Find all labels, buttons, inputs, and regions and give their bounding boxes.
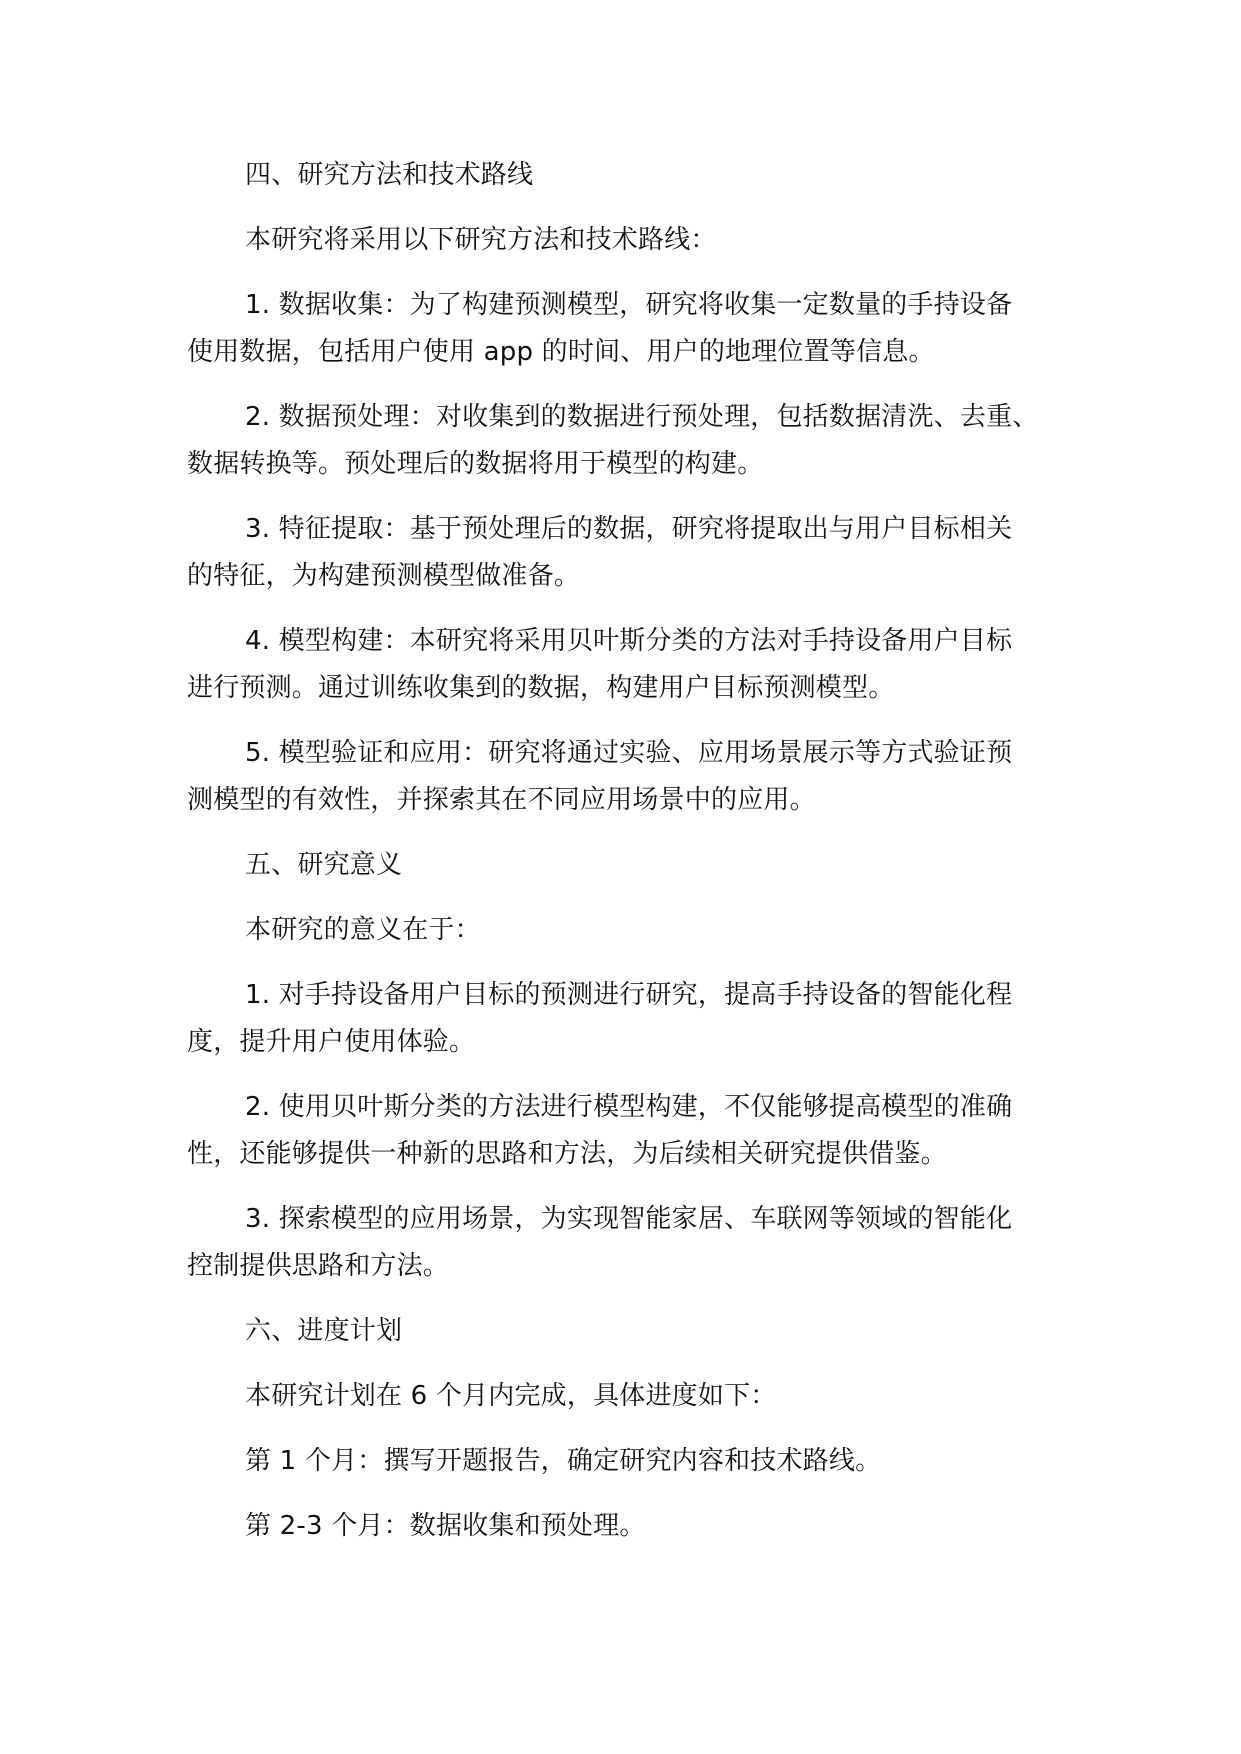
method-item-1-line2: 使用数据，包括用户使用 app 的时间、用户的地理位置等信息。 [187,337,935,367]
significance-item-3-line2: 控制提供思路和方法。 [187,1251,450,1281]
method-item-4-line1: 4. 模型构建：本研究将采用贝叶斯分类的方法对手持设备用户目标 [245,626,1013,656]
section-heading-schedule: 六、进度计划 [245,1316,403,1346]
method-item-5-line1: 5. 模型验证和应用：研究将通过实验、应用场景展示等方式验证预 [245,738,1013,768]
method-item-5-line2: 测模型的有效性，并探索其在不同应用场景中的应用。 [187,785,816,815]
schedule-item-2: 第 2-3 个月：数据收集和预处理。 [245,1511,646,1541]
method-item-3-line1: 3. 特征提取：基于预处理后的数据，研究将提取出与用户目标相关 [245,514,1013,544]
section-heading-methods: 四、研究方法和技术路线 [245,160,534,190]
section-intro-methods: 本研究将采用以下研究方法和技术路线： [245,225,717,255]
section-intro-schedule: 本研究计划在 6 个月内完成，具体进度如下： [245,1381,777,1411]
significance-item-2-line2: 性，还能够提供一种新的思路和方法，为后续相关研究提供借鉴。 [187,1139,947,1169]
method-item-2-line1: 2. 数据预处理：对收集到的数据进行预处理，包括数据清洗、去重、 [245,402,1039,432]
significance-item-2-line1: 2. 使用贝叶斯分类的方法进行模型构建，不仅能够提高模型的准确 [245,1092,1013,1122]
significance-item-1-line1: 1. 对手持设备用户目标的预测进行研究，提高手持设备的智能化程 [245,980,1013,1010]
section-heading-significance: 五、研究意义 [245,850,403,880]
method-item-1-line1: 1. 数据收集：为了构建预测模型，研究将收集一定数量的手持设备 [245,290,1013,320]
schedule-item-1: 第 1 个月：撰写开题报告，确定研究内容和技术路线。 [245,1446,882,1476]
significance-item-3-line1: 3. 探索模型的应用场景，为实现智能家居、车联网等领域的智能化 [245,1204,1013,1234]
section-intro-significance: 本研究的意义在于： [245,915,481,945]
significance-item-1-line2: 度，提升用户使用体验。 [187,1027,476,1057]
method-item-2-line2: 数据转换等。预处理后的数据将用于模型的构建。 [187,449,764,479]
document-body [187,152,1053,1550]
method-item-3-line2: 的特征，为构建预测模型做准备。 [187,561,581,591]
method-item-4-line2: 进行预测。通过训练收集到的数据，构建用户目标预测模型。 [187,673,895,703]
